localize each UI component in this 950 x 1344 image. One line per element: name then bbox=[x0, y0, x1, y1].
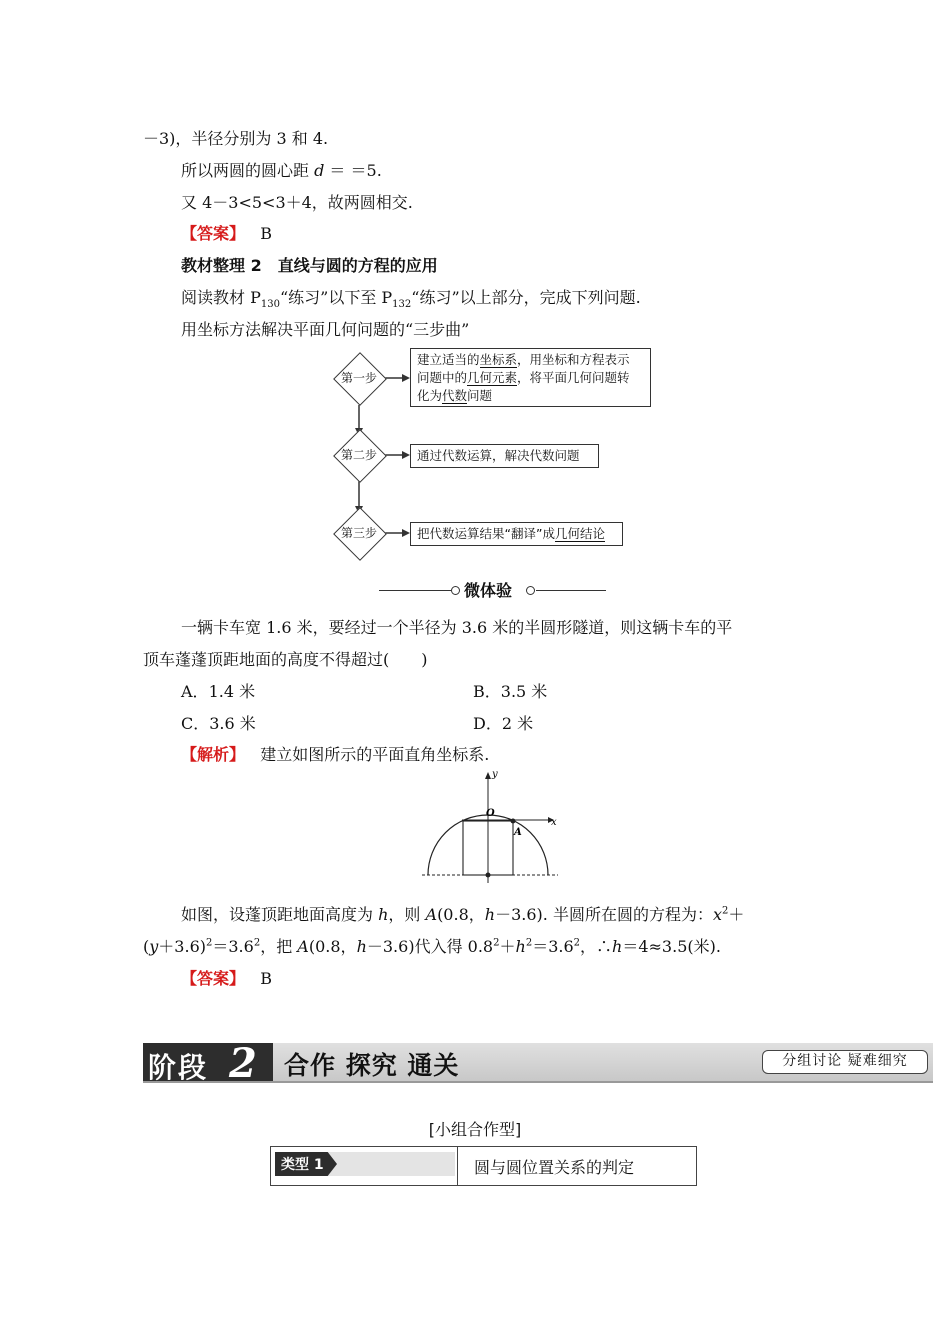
type-table bbox=[270, 1146, 697, 1186]
y-axis-arrow bbox=[485, 772, 491, 779]
text-line-3: 又 4－3<5<3＋4，故两圆相交. bbox=[181, 193, 413, 212]
answer-label-2: 【答案】 bbox=[181, 969, 246, 988]
x-label: x bbox=[551, 817, 557, 828]
point-a bbox=[511, 819, 516, 824]
option-a: A．1.4 米 bbox=[181, 682, 256, 701]
step2-box: 通过代数运算，解决代数问题 bbox=[410, 444, 599, 468]
option-c: C．3.6 米 bbox=[181, 714, 256, 733]
question-line-2: 顶车蓬蓬顶距地面的高度不得超过( ) bbox=[143, 650, 428, 669]
step2-label: 第二步 bbox=[340, 448, 377, 462]
question-line-1: 一辆卡车宽 1.6 米，要经过一个半径为 3.6 米的半圆形隧道，则这辆卡车的平 bbox=[181, 618, 733, 637]
origin-label: O bbox=[486, 808, 495, 819]
answer-2: 【答案】 B bbox=[181, 969, 273, 988]
stage-title: 合作 探究 通关 bbox=[284, 1051, 460, 1080]
y-label: y bbox=[492, 769, 498, 780]
stage-tag: 分组讨论 疑难细究 bbox=[762, 1050, 928, 1074]
answer-label: 【答案】 bbox=[181, 224, 246, 243]
step3-label: 第三步 bbox=[340, 526, 377, 540]
weitiyan-title: 微体验 bbox=[464, 581, 513, 600]
stage-word: 阶段 bbox=[148, 1051, 209, 1084]
type-label: 类型 1 bbox=[281, 1157, 324, 1173]
section-title: 教材整理 2 直线与圆的方程的应用 bbox=[181, 256, 438, 275]
type-label-cell bbox=[271, 1147, 458, 1186]
step1-label: 第一步 bbox=[340, 371, 377, 385]
stage-number: 2 bbox=[229, 1040, 257, 1087]
step1-box: 建立适当的坐标系，用坐标和方程表示 问题中的几何元素，将平面几何问题转 化为代数问题 bbox=[410, 348, 651, 407]
analysis-label: 【解析】 bbox=[181, 745, 246, 764]
section-intro: 用坐标方法解决平面几何问题的“三步曲” bbox=[181, 320, 470, 339]
group-type-heading: [小组合作型] bbox=[428, 1120, 522, 1139]
text-line-1: －3)，半径分别为 3 和 4. bbox=[143, 129, 329, 148]
option-b: B．3.5 米 bbox=[473, 682, 548, 701]
text-line-2: 所以两圆的圆心距 d ＝ ＝5. bbox=[181, 161, 382, 180]
step3-box: 把代数运算结果“翻译”成几何结论 bbox=[410, 522, 623, 546]
solution-line-2: $(y+3.6)^2=3.6^2$，把 A(0.8，h－3.6)代入得 $0.8^2+h^2=3.6^2$，∴h＝4≈3.5(米). bbox=[143, 937, 721, 956]
option-d: D．2 米 bbox=[473, 714, 534, 733]
type-title: 圆与圆位置关系的判定 bbox=[458, 1147, 697, 1186]
answer-1: 【答案】 B bbox=[181, 224, 273, 243]
solution-line-1: 如图，设蓬顶距地面高度为 h，则 A(0.8，h－3.6). 半圆所在圆的方程为：$x^2+$ bbox=[181, 905, 745, 924]
analysis: 【解析】 建立如图所示的平面直角坐标系. bbox=[181, 745, 490, 764]
reading-instruction: 阅读教材 $P_{130}“$练习”以下至 $P_{132}“$练习”以上部分，完成下列问题. bbox=[181, 288, 641, 311]
tunnel-figure bbox=[420, 765, 565, 890]
a-label: A bbox=[514, 827, 522, 838]
